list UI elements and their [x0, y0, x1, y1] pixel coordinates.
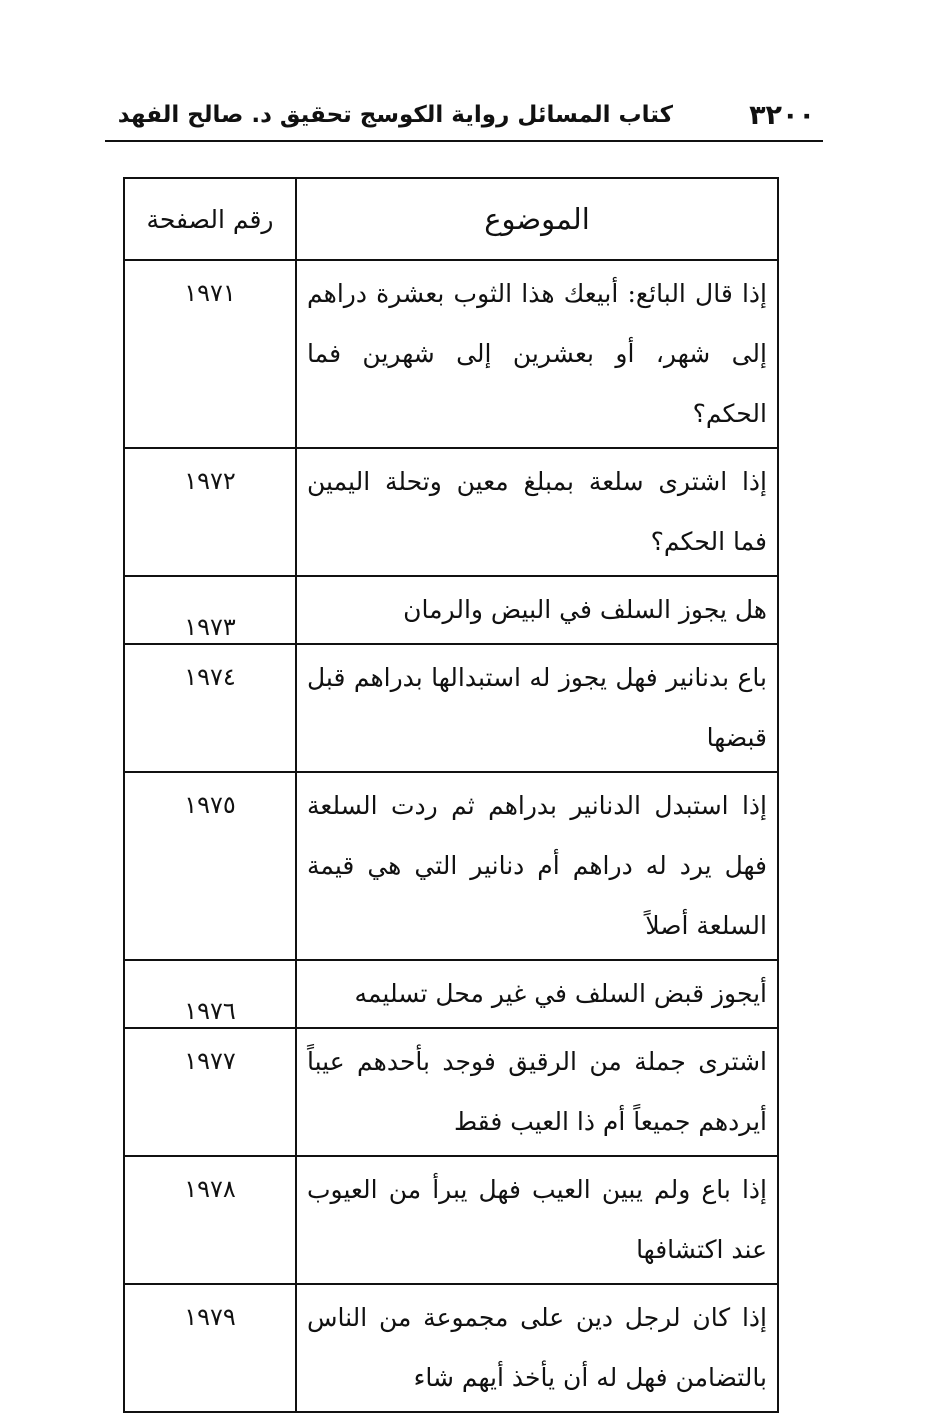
table-header-row: [124, 178, 778, 260]
page-cell: ١٩٧٥: [124, 772, 296, 960]
page-cell: ١٩٧١: [124, 260, 296, 448]
index-table: [123, 177, 779, 1413]
page-cell: ١٩٧٤: [124, 644, 296, 772]
topic-cell: إذا كان لرجل دين على مجموعة من الناس بالتضامن فهل له أن يأخذ أيهم شاء: [296, 1284, 778, 1412]
page-cell: ١٩٧٣: [124, 576, 296, 644]
topic-cell: إذا اشترى سلعة بمبلغ معين وتحلة اليمين فما الحكم؟: [296, 448, 778, 576]
page-cell: ١٩٧٢: [124, 448, 296, 576]
page-cell: ١٩٧٨: [124, 1156, 296, 1284]
topic-cell: أيجوز قبض السلف في غير محل تسليمه: [296, 960, 778, 1028]
table-row: [124, 260, 778, 448]
table-row: [124, 644, 778, 772]
topic-cell: باع بدنانير فهل يجوز له استبدالها بدراهم قبل قبضها: [296, 644, 778, 772]
table-row: [124, 1156, 778, 1284]
page-cell: ١٩٧٦: [124, 960, 296, 1028]
page-cell: ١٩٧٧: [124, 1028, 296, 1156]
page-column-header: رقم الصفحة: [124, 178, 296, 260]
topic-cell: اشترى جملة من الرقيق فوجد بأحدهم عيباً أيردهم جميعاً أم ذا العيب فقط: [296, 1028, 778, 1156]
topic-column-header: الموضوع: [296, 178, 778, 260]
page-header: [105, 96, 823, 142]
topic-cell: إذا استبدل الدنانير بدراهم ثم ردت السلعة فهل يرد له دراهم أم دنانير التي هي قيمة السلعة أصلاً: [296, 772, 778, 960]
table-row: [124, 576, 778, 644]
table-row: [124, 448, 778, 576]
topic-cell: هل يجوز السلف في البيض والرمان: [296, 576, 778, 644]
topic-cell: إذا باع ولم يبين العيب فهل يبرأ من العيوب عند اكتشافها: [296, 1156, 778, 1284]
table-row: [124, 1284, 778, 1412]
table-row: [124, 1028, 778, 1156]
page-cell: ١٩٧٩: [124, 1284, 296, 1412]
table-row: [124, 960, 778, 1028]
topic-cell: إذا قال البائع: أبيعك هذا الثوب بعشرة دراهم إلى شهر، أو بعشرين إلى شهرين فما الحكم؟: [296, 260, 778, 448]
table-row: [124, 772, 778, 960]
running-title: كتاب المسائل رواية الكوسج تحقيق د. صالح الفهد: [117, 102, 673, 128]
page-number: ٣٢٠٠: [749, 100, 815, 131]
